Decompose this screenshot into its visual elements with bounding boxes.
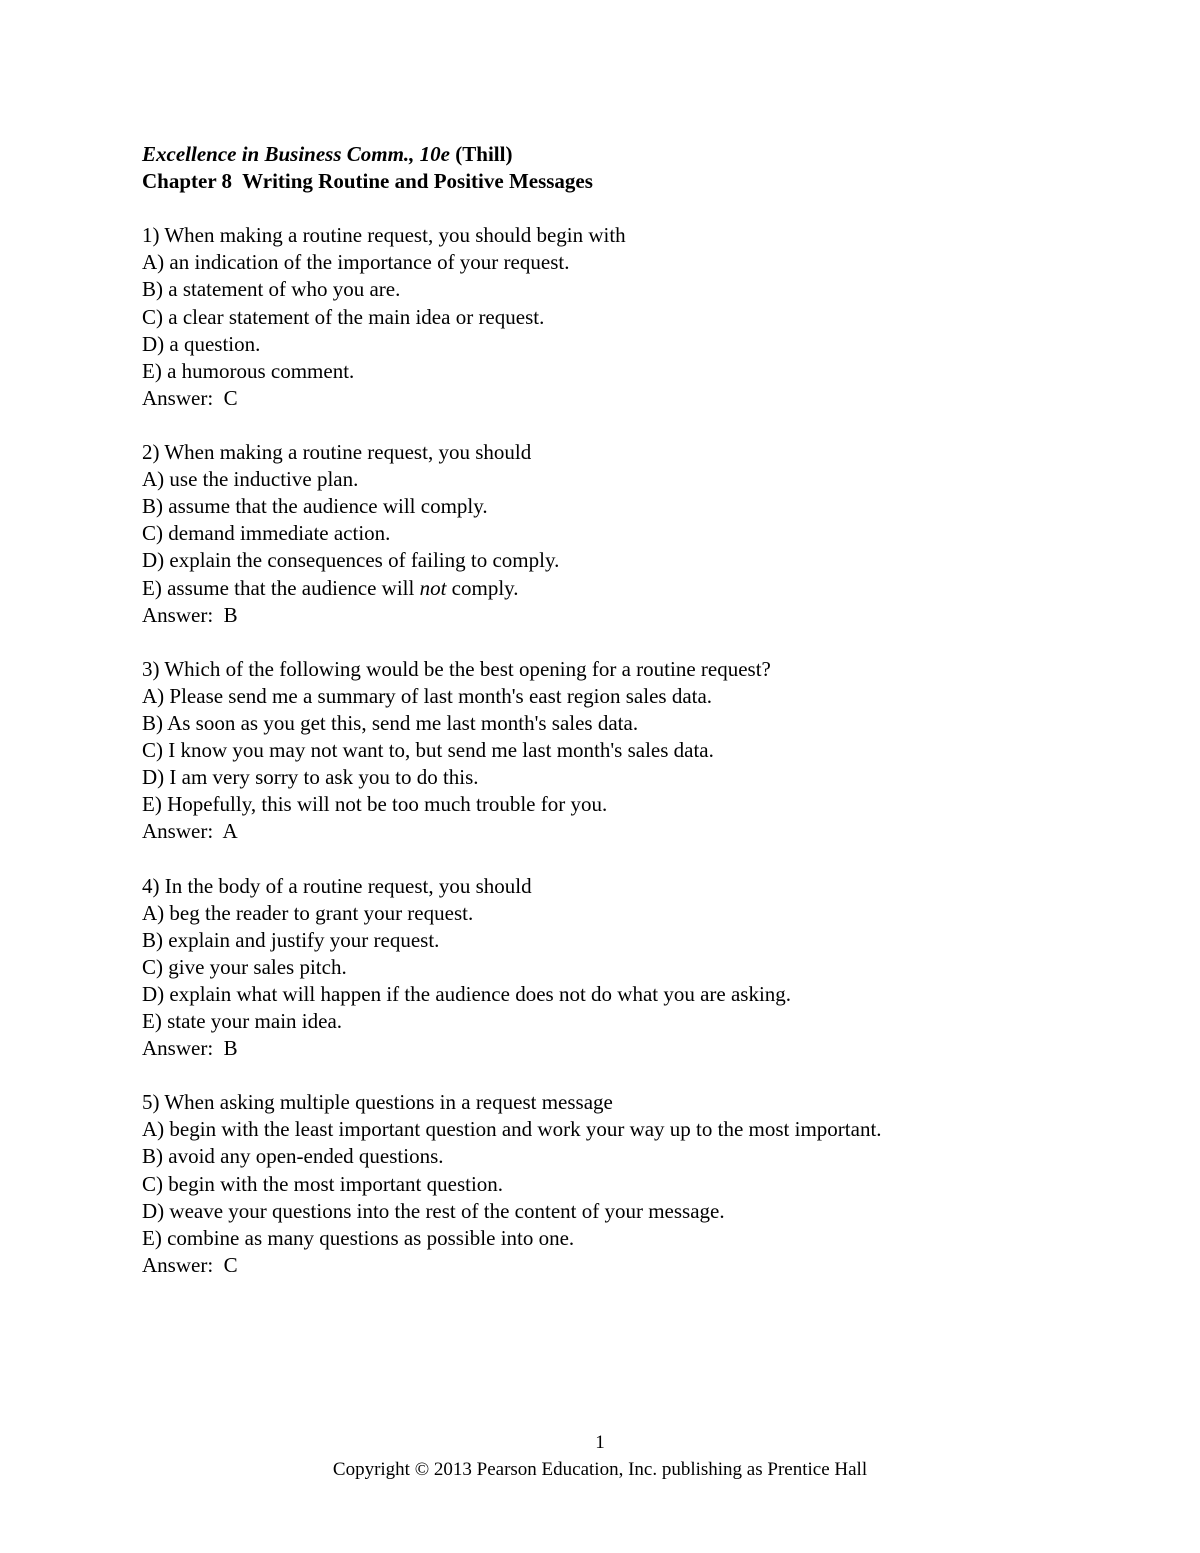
option-d: D) I am very sorry to ask you to do this. [142, 765, 479, 790]
option-e: E) Hopefully, this will not be too much trouble for you. [142, 792, 608, 817]
option-c: C) I know you may not want to, but send me last month's sales data. [142, 738, 714, 763]
option-c: C) demand immediate action. [142, 521, 391, 546]
option-b: B) avoid any open-ended questions. [142, 1144, 444, 1169]
option-a: A) use the inductive plan. [142, 467, 359, 492]
question-stem: 2) When making a routine request, you should [142, 440, 532, 465]
page-number: 1 [595, 1432, 605, 1453]
question-stem: 1) When making a routine request, you should begin with [142, 223, 626, 248]
option-b: B) a statement of who you are. [142, 277, 401, 302]
option-a: A) begin with the least important question and work your way up to the most important. [142, 1117, 882, 1142]
question-3 [142, 656, 1102, 846]
question-2 [142, 439, 1102, 629]
option-d: D) explain what will happen if the audience does not do what you are asking. [142, 981, 792, 1006]
option-e: E) a humorous comment. [142, 358, 355, 383]
question-5 [142, 1089, 1102, 1279]
option-a: A) an indication of the importance of your request. [142, 250, 570, 275]
option-c: C) a clear statement of the main idea or request. [142, 304, 545, 329]
answer: Answer: A [142, 819, 238, 844]
option-c: C) give your sales pitch. [142, 954, 347, 979]
option-b: B) assume that the audience will comply. [142, 494, 488, 519]
chapter-title: Chapter 8 Writing Routine and Positive Messages [142, 169, 593, 194]
option-b: B) As soon as you get this, send me last month's sales data. [142, 710, 639, 735]
question-stem: 5) When asking multiple questions in a request message [142, 1090, 613, 1115]
option-e [142, 575, 1102, 602]
book-title-line [142, 141, 1102, 168]
option-b: B) explain and justify your request. [142, 927, 440, 952]
question-stem: 3) Which of the following would be the best opening for a routine request? [142, 656, 771, 681]
question-4 [142, 873, 1102, 1063]
option-e: E) state your main idea. [142, 1009, 343, 1033]
book-title: Excellence in Business Comm., 10e [142, 142, 451, 166]
answer: Answer: C [142, 1252, 238, 1277]
answer: Answer: B [142, 602, 238, 627]
option-d: D) explain the consequences of failing to comply. [142, 548, 560, 573]
copyright-notice: Copyright © 2013 Pearson Education, Inc. publishing as Prentice Hall [332, 1459, 868, 1480]
question-stem: 4) In the body of a routine request, you should [142, 873, 532, 898]
option-c: C) begin with the most important question. [142, 1171, 504, 1196]
option-e-after: comply. [446, 575, 519, 600]
option-d: D) a question. [142, 331, 261, 356]
page-content [142, 141, 1102, 1279]
answer: Answer: C [142, 385, 238, 410]
option-a: A) beg the reader to grant your request. [142, 900, 474, 925]
question-1 [142, 222, 1102, 412]
option-e-before: E) assume that the audience will [142, 575, 420, 600]
book-author: (Thill) [455, 142, 513, 166]
option-e: E) combine as many questions as possible into one. [142, 1225, 575, 1250]
option-e-emphasis: not [419, 575, 447, 600]
option-a: A) Please send me a summary of last month's east region sales data. [142, 683, 713, 708]
option-d: D) weave your questions into the rest of the content of your message. [142, 1198, 725, 1223]
answer: Answer: B [142, 1036, 238, 1061]
